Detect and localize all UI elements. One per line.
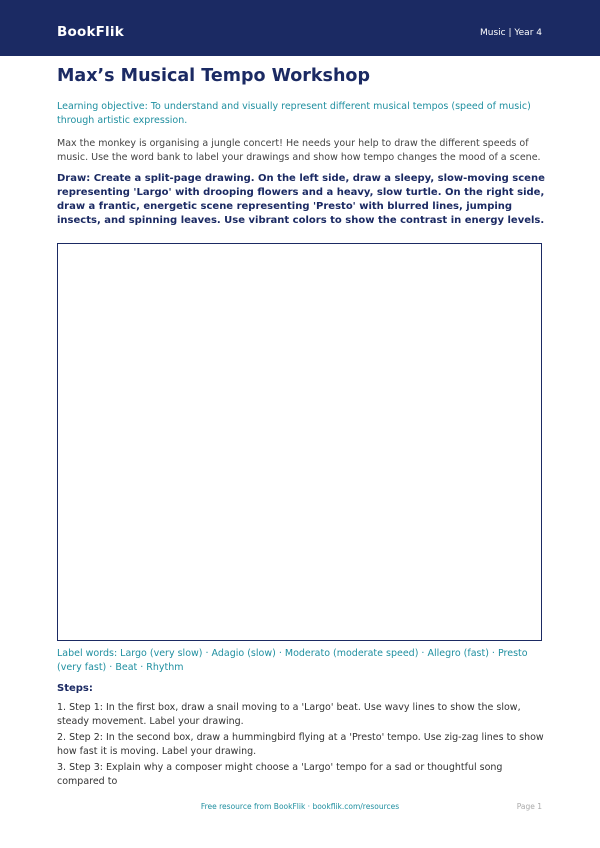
header-bar [0,0,600,56]
subject-label: Music | Year 4 [479,28,542,38]
intro-text: Max the monkey is organising a jungle concert! He needs your help to draw the different speeds of music. Use the word bank to label your drawings and show how tempo changes the mood of a scene. [57,138,541,163]
footer-link[interactable]: Free resource from BookFlik · bookflik.com/resources [200,802,400,811]
learning-objective: Learning objective: To understand and visually represent different musical tempos (speed of music) through artistic expression. [57,101,531,126]
step-item: 2. Step 2: In the second box, draw a hummingbird flying at a 'Presto' tempo. Use zig-zag lines to show how fast it is moving. Label your drawing. [57,732,544,757]
drawing-area[interactable] [57,243,542,641]
brand-logo[interactable]: BookFlik [57,24,124,40]
draw-prompt: Draw: Create a split-page drawing. On the left side, draw a sleepy, slow-moving scene representing 'Largo' with drooping flowers and a heavy, slow turtle. On the right side, draw a frantic, energetic scene representing 'Presto' with blurred lines, jumping insects, and spinning leaves. Use vibrant colors to show the contrast in energy levels. [57,173,545,226]
step-item: 3. Step 3: Explain why a composer might choose a 'Largo' tempo for a sad or thoughtful song compared to [57,762,503,787]
label-word-bank: Label words: Largo (very slow) · Adagio (slow) · Moderato (moderate speed) · Allegro (fast) · Presto (very fast) · Beat · Rhythm [57,648,528,673]
page-number: Page 1 [516,802,542,811]
page-title: Max’s Musical Tempo Workshop [57,66,370,86]
steps-list [57,701,547,787]
step-item: 1. Step 1: In the first box, draw a snail moving to a 'Largo' beat. Use wavy lines to show the slow, steady movement. Label your drawing. [57,702,521,727]
steps-heading: Steps: [57,683,93,694]
